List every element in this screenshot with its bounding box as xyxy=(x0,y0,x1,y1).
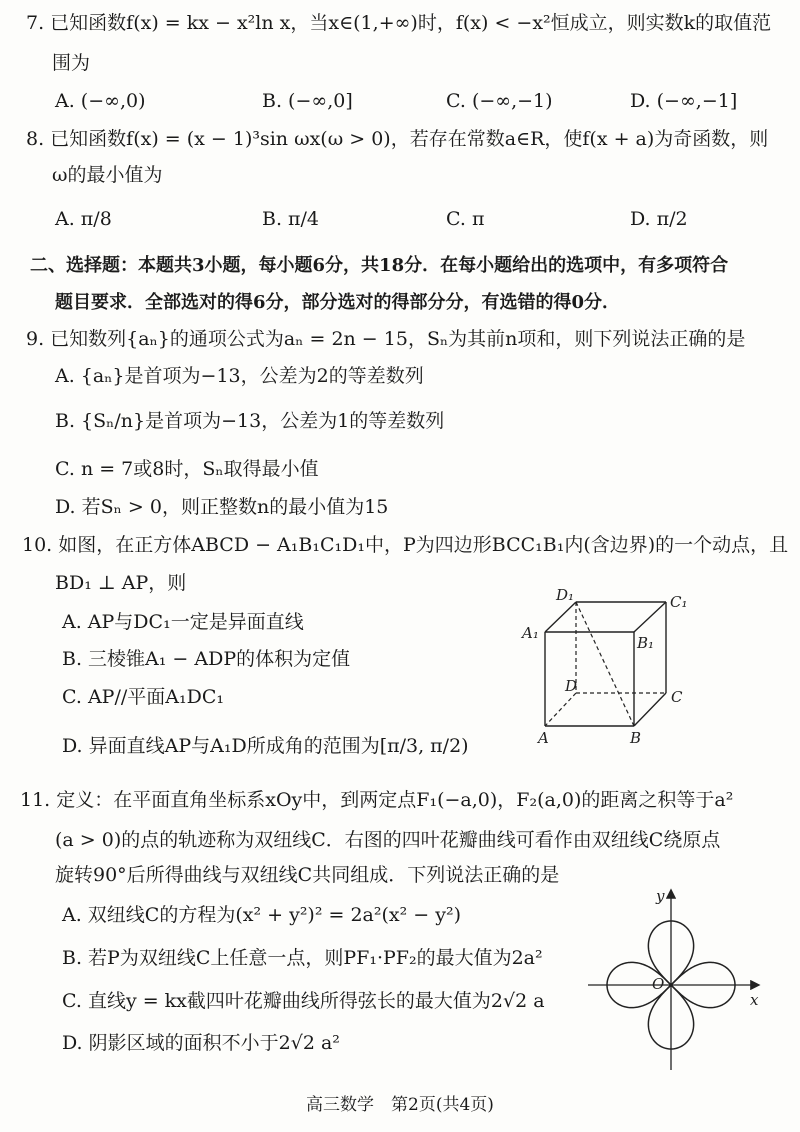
q11-option-b: B. 若P为双纽线C上任意一点，则PF₁·PF₂的最大值为2a² xyxy=(62,947,543,969)
q10-option-a: A. AP与DC₁一定是异面直线 xyxy=(62,611,304,633)
label-a1: A₁ xyxy=(522,624,539,642)
q11-option-a: A. 双纽线C的方程为(x² + y²)² = 2a²(x² − y²) xyxy=(62,904,462,926)
label-c1: C₁ xyxy=(670,593,688,611)
label-c: C xyxy=(671,688,683,706)
label-d1: D₁ xyxy=(556,586,575,604)
q9-option-c: C. n = 7或8时，Sₙ取得最小值 xyxy=(55,458,319,480)
q10-option-d: D. 异面直线AP与A₁D所成角的范围为[π/3, π/2) xyxy=(62,735,469,757)
origin-label: O xyxy=(652,975,665,993)
q7-option-a: A. (−∞,0) xyxy=(55,90,146,112)
q10-stem-line1: 10. 如图，在正方体ABCD − A₁B₁C₁D₁中，P为四边形BCC₁B₁内(含边界)的一个动点，且 xyxy=(22,534,789,556)
q7-option-b: B. (−∞,0] xyxy=(262,90,353,112)
q10-option-b: B. 三棱锥A₁ − ADP的体积为定值 xyxy=(62,648,351,670)
q11-stem-line1: 11. 定义：在平面直角坐标系xOy中，到两定点F₁(−a,0)，F₂(a,0)的距离之积等于a² xyxy=(20,789,734,811)
section2-heading-line1: 二、选择题：本题共3小题，每小题6分，共18分．在每小题给出的选项中，有多项符合 xyxy=(30,255,729,276)
q10-stem-line2: BD₁ ⊥ AP，则 xyxy=(55,572,187,594)
q8-option-a: A. π/8 xyxy=(55,208,112,230)
q8-stem-line1: 8. 已知函数f(x) = (x − 1)³sin ωx(ω > 0)，若存在常数a∈R，使f(x + a)为奇函数，则 xyxy=(26,128,769,150)
cube-edge xyxy=(634,693,666,726)
label-b1: B₁ xyxy=(637,634,655,652)
q11-stem-line3: 旋转90°后所得曲线与双纽线C共同组成．下列说法正确的是 xyxy=(55,864,560,886)
page-footer: 高三数学 第2页(共4页) xyxy=(306,1095,494,1115)
q8-option-d: D. π/2 xyxy=(630,208,688,230)
section2-heading-line2: 题目要求．全部选对的得6分，部分选对的得部分分，有选错的得0分． xyxy=(55,292,621,313)
q7-option-c: C. (−∞,−1) xyxy=(446,90,553,112)
cube-edge xyxy=(545,602,576,632)
cube-hidden-edge xyxy=(545,693,576,726)
cube-edge xyxy=(634,602,666,632)
q11-option-d: D. 阴影区域的面积不小于2√2 a² xyxy=(62,1032,340,1054)
q11-option-c: C. 直线y = kx截四叶花瓣曲线所得弦长的最大值为2√2 a xyxy=(62,990,545,1012)
q9-option-b: B. {Sₙ/n}是首项为−13，公差为1的等差数列 xyxy=(55,410,445,432)
lemniscate-figure xyxy=(580,885,770,1075)
cube-figure xyxy=(520,585,700,750)
axis-label-x: x xyxy=(750,991,759,1009)
q10-option-c: C. AP//平面A₁DC₁ xyxy=(62,686,224,708)
q8-option-c: C. π xyxy=(446,208,485,230)
q7-stem-line2: 围为 xyxy=(52,52,91,74)
q9-option-d: D. 若Sₙ > 0，则正整数n的最小值为15 xyxy=(55,496,389,518)
label-a: A xyxy=(538,729,549,747)
q8-option-b: B. π/4 xyxy=(262,208,320,230)
q9-stem: 9. 已知数列{aₙ}的通项公式为aₙ = 2n − 15，Sₙ为其前n项和，则下列说法正确的是 xyxy=(26,328,746,350)
q11-stem-line2: (a > 0)的点的轨迹称为双纽线C．右图的四叶花瓣曲线可看作由双纽线C绕原点 xyxy=(55,829,721,851)
axis-label-y: y xyxy=(656,887,665,905)
q8-stem-line2: ω的最小值为 xyxy=(52,164,163,186)
label-b: B xyxy=(630,729,642,747)
q7-option-d: D. (−∞,−1] xyxy=(630,90,738,112)
q9-option-a: A. {aₙ}是首项为−13，公差为2的等差数列 xyxy=(55,365,424,387)
q7-stem-line1: 7. 已知函数f(x) = kx − x²ln x，当x∈(1,+∞)时，f(x) < −x²恒成立，则实数k的取值范 xyxy=(26,12,772,34)
label-d: D xyxy=(565,677,578,695)
cube-diagonal-bd1 xyxy=(576,602,634,726)
